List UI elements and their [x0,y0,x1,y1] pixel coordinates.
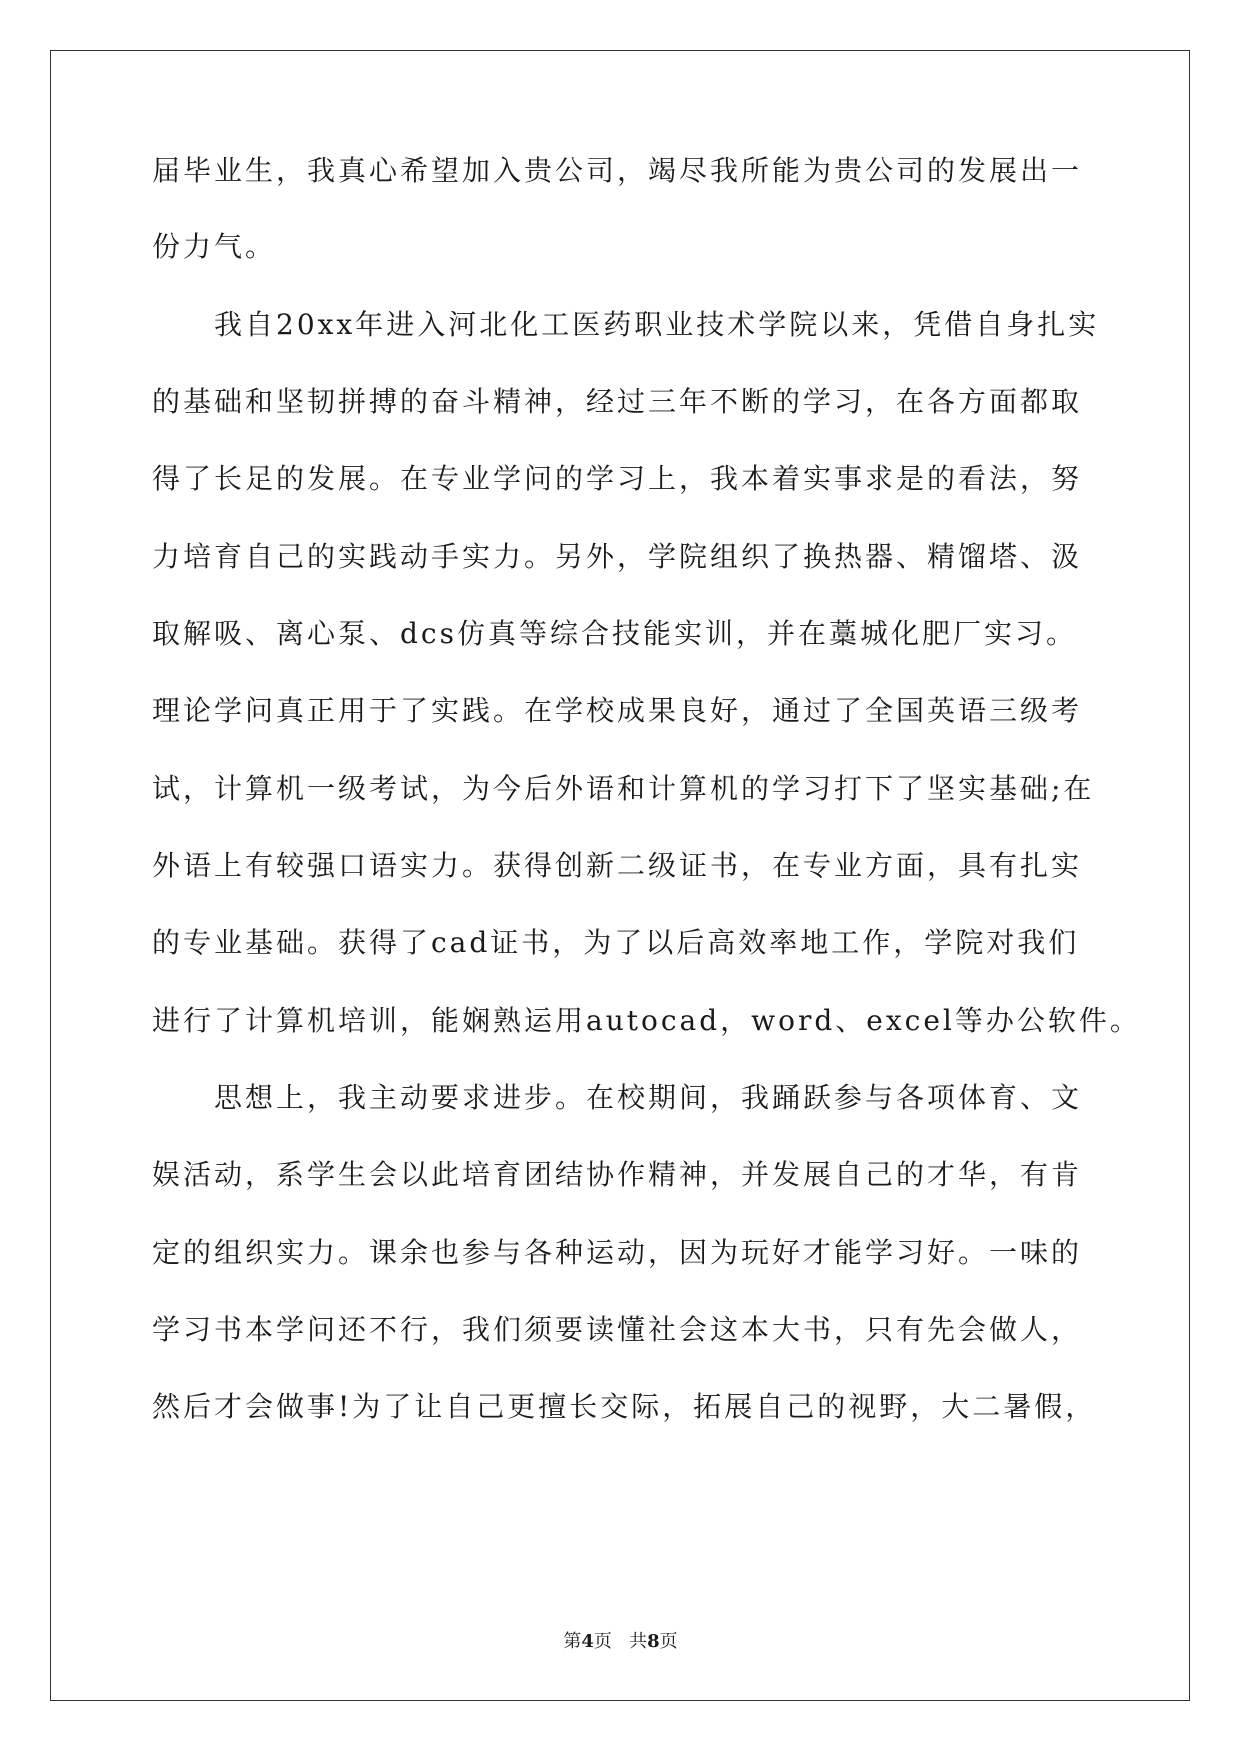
page-number: 4 [581,1631,594,1652]
text-line: 娱活动，系学生会以此培育团结协作精神，并发展自己的才华，有肯 [152,1158,1083,1191]
text-line: 思想上，我主动要求进步。在校期间，我踊跃参与各项体育、文 [152,1081,1083,1114]
text-line: 的专业基础。获得了cad证书，为了以后高效率地工作，学院对我们 [152,926,1080,959]
text-line: 取解吸、离心泵、dcs仿真等综合技能实训，并在藁城化肥厂实习。 [152,617,1077,650]
text-line: 理论学问真正用于了实践。在学校成果良好，通过了全国英语三级考 [152,694,1083,727]
text-line: 份力气。 [152,230,277,263]
text-line: 试，计算机一级考试，为今后外语和计算机的学习打下了坚实基础;在 [152,772,1095,805]
text-line: 得了长足的发展。在专业学问的学习上，我本着实事求是的看法，努 [152,462,1083,495]
text-line: 进行了计算机培训，能娴熟运用autocad，word、excel等办公软件。 [152,1004,1141,1037]
text-line: 外语上有较强口语实力。获得创新二级证书，在专业方面，具有扎实 [152,849,1083,882]
page-footer [0,1627,1241,1653]
text-line: 定的组织实力。课余也参与各种运动，因为玩好才能学习好。一味的 [152,1236,1083,1269]
total-label-suffix: 页 [659,1631,678,1652]
text-line: 届毕业生，我真心希望加入贵公司，竭尽我所能为贵公司的发展出一 [152,154,1083,187]
text-line: 学习书本学问还不行，我们须要读懂社会这本大书，只有先会做人， [152,1313,1083,1346]
total-pages: 8 [647,1631,660,1652]
text-line: 的基础和坚韧拼搏的奋斗精神，经过三年不断的学习，在各方面都取 [152,385,1083,418]
text-line: 然后才会做事!为了让自己更擅长交际，拓展自己的视野，大二暑假， [152,1390,1097,1423]
total-label-prefix: 共 [629,1631,648,1652]
page-label-prefix: 第 [563,1631,582,1652]
text-line: 我自20xx年进入河北化工医药职业技术学院以来，凭借自身扎实 [152,308,1100,341]
text-line: 力培育自己的实践动手实力。另外，学院组织了换热器、精馏塔、汲 [152,540,1083,573]
page-label-suffix: 页 [593,1631,612,1652]
